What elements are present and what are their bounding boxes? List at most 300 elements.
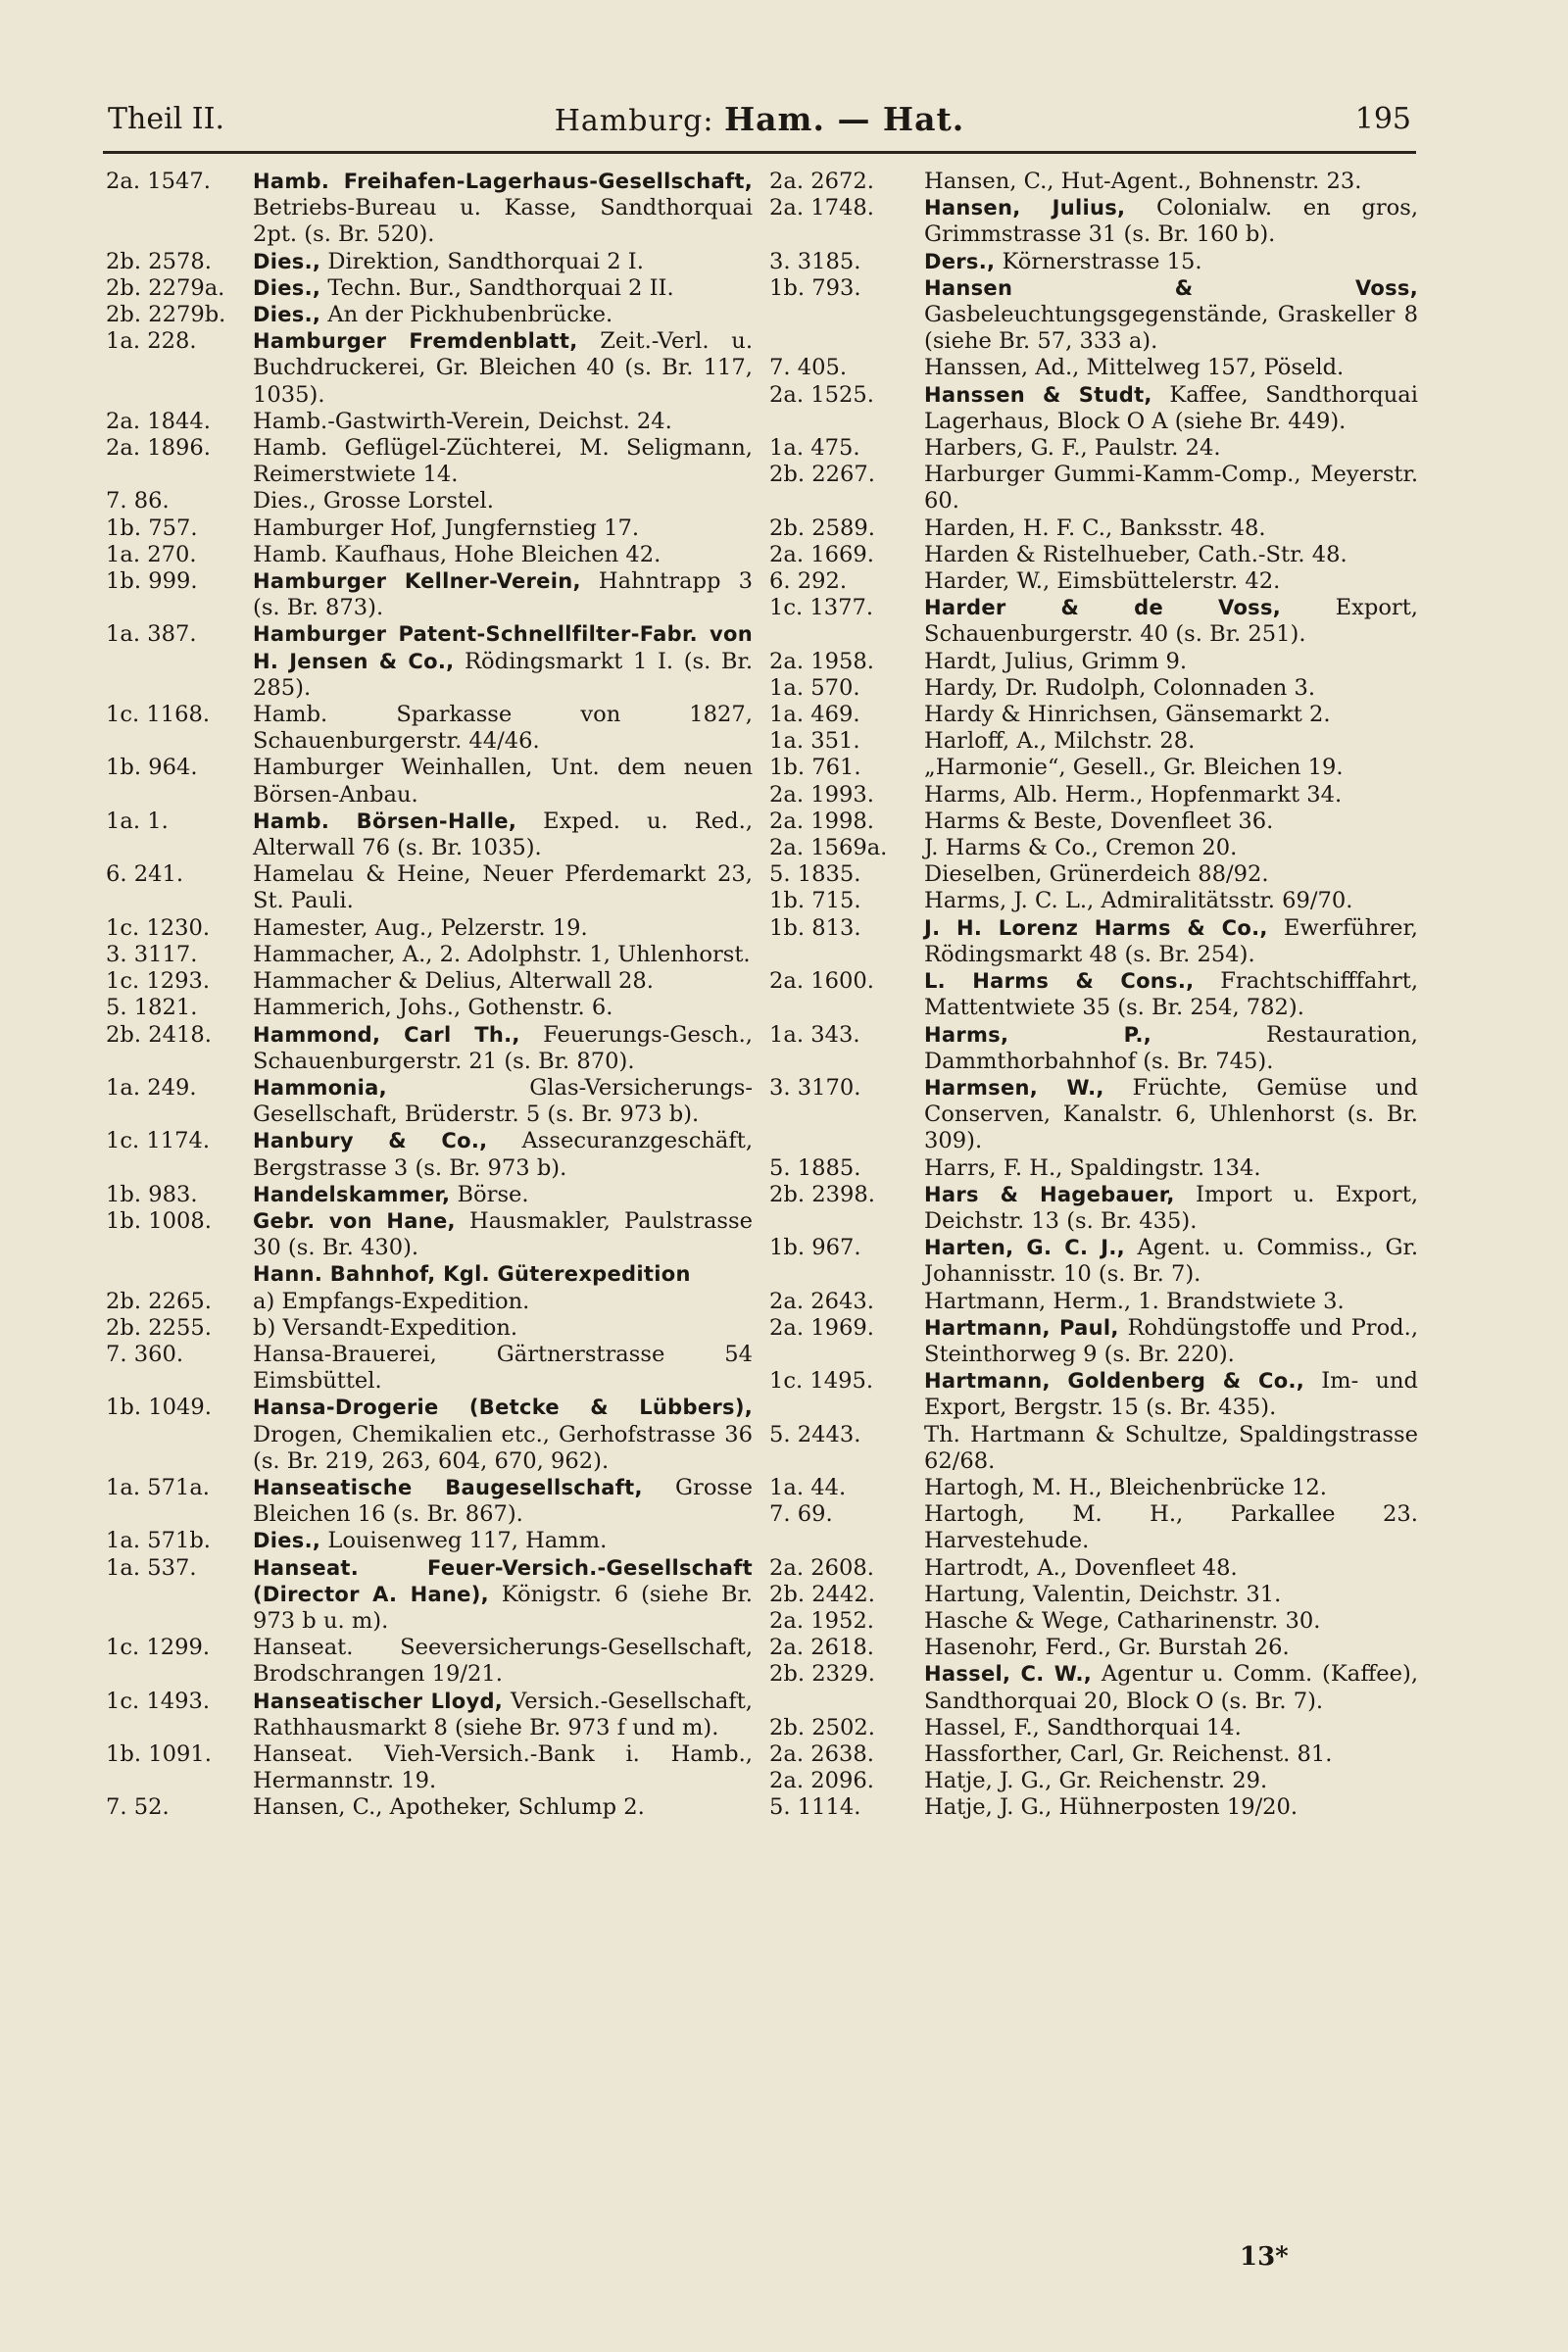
entry-details: Kaffee, Sandthorquai Lagerhaus, Block O A (siehe Br. 449). — [924, 381, 1418, 434]
entry-number: 5. 1885. — [769, 1154, 861, 1181]
entry-details: Hammacher & Delius, Alterwall 28. — [253, 968, 654, 995]
entry-text — [924, 275, 1418, 356]
directory-entry — [769, 915, 1418, 968]
entry-details: a) Empfangs-Expedition. — [253, 1288, 530, 1314]
directory-entry — [769, 1768, 1418, 1794]
entry-text — [924, 1075, 1418, 1155]
alpha-range: Ham. — Hat. — [723, 100, 965, 138]
entry-details: Hardy, Dr. Rudolph, Colonnaden 3. — [924, 674, 1316, 701]
directory-entry — [769, 1715, 1418, 1741]
entry-details: Rödingsmarkt 1 I. (s. Br. 285). — [253, 648, 754, 701]
entry-firm-name: Hars & Hagebauer, — [924, 1182, 1175, 1206]
entry-details: Hartogh, M. H., Bleichenbrücke 12. — [924, 1474, 1327, 1500]
directory-entry — [769, 1555, 1418, 1582]
entry-details: Hamburger Hof, Jungfernstieg 17. — [253, 514, 640, 541]
directory-entry — [106, 169, 753, 249]
entry-details: b) Versandt-Expedition. — [253, 1314, 518, 1341]
directory-entry — [769, 1475, 1418, 1501]
directory-entry — [769, 275, 1418, 356]
entry-details: Hamelau & Heine, Neuer Pferdemarkt 23, St. Pauli. — [253, 861, 753, 914]
entry-details: Feuerungs-Gesch., Schauenburgerstr. 21 (s. Br. 870). — [253, 1021, 753, 1074]
directory-entry — [769, 1635, 1418, 1661]
entry-text — [253, 1528, 753, 1554]
directory-entry — [106, 1342, 753, 1395]
entry-firm-name: Hanseatischer Lloyd, — [253, 1689, 504, 1713]
entry-details: Harbers, G. F., Paulstr. 24. — [924, 435, 1221, 462]
directory-entry — [106, 1395, 753, 1475]
directory-entry — [106, 302, 753, 328]
directory-entry — [106, 861, 753, 914]
entry-text — [924, 1555, 1418, 1582]
entry-details: Hasche & Wege, Catharinenstr. 30. — [924, 1607, 1321, 1634]
entry-details: Hammacher, A., 2. Adolphstr. 1, Uhlenhorst. — [253, 941, 751, 967]
entry-details: Hamb. Geflügel-Züchterei, M. Seligmann, Reimerstwiete 14. — [253, 435, 753, 488]
entry-text — [253, 808, 753, 861]
entry-text — [924, 1501, 1418, 1554]
entry-details: Dies., Grosse Lorstel. — [253, 488, 494, 514]
entry-details: Hahntrapp 3 (s. Br. 873). — [253, 568, 753, 621]
directory-entry — [106, 1635, 753, 1688]
entry-text — [924, 649, 1418, 675]
entry-number: 2a. 1844. — [106, 408, 211, 434]
entry-number: 1c. 1293. — [106, 968, 211, 995]
entry-text — [253, 302, 753, 328]
directory-entry — [769, 888, 1418, 914]
directory-entry — [769, 1022, 1418, 1075]
entry-number: 2a. 1547. — [106, 169, 211, 194]
directory-entry — [106, 1555, 753, 1636]
entry-text — [253, 1075, 753, 1128]
entry-firm-name: Harten, G. C. J., — [924, 1236, 1125, 1260]
entry-number: 6. 241. — [106, 861, 184, 888]
entry-number: 2a. 1969. — [769, 1314, 874, 1341]
directory-entry — [106, 942, 753, 968]
entry-details: Hamb.-Gastwirth-Verein, Deichst. 24. — [253, 408, 672, 434]
entry-text — [924, 1768, 1418, 1794]
entry-details: Hamester, Aug., Pelzerstr. 19. — [253, 914, 588, 941]
entry-number: 2a. 1525. — [769, 381, 874, 408]
entry-text — [253, 942, 753, 968]
entry-details: J. Harms & Co., Cremon 20. — [924, 835, 1238, 861]
entry-text — [924, 1155, 1418, 1182]
entry-text — [924, 595, 1418, 648]
entry-number: 5. 2443. — [769, 1421, 861, 1447]
entry-details: Gasbeleuchtungsgegenstände, Graskeller 8 (siehe Br. 57, 333 a). — [924, 302, 1418, 355]
entry-text — [253, 1261, 753, 1288]
entry-number: 1b. 1091. — [106, 1740, 212, 1767]
entry-text — [924, 861, 1418, 888]
directory-entry — [769, 835, 1418, 861]
entry-firm-name: Gebr. von Hane, — [253, 1208, 456, 1233]
directory-entry — [106, 702, 753, 755]
entry-number: 2b. 2279a. — [106, 274, 225, 301]
entry-number: 5. 1835. — [769, 861, 861, 888]
entry-details: Früchte, Gemüse und Conserven, Kanalstr. 6, Uhlenhorst (s. Br. 309). — [924, 1074, 1418, 1154]
entry-number: 1c. 1377. — [769, 595, 874, 621]
entry-details: Hanseat. Seeversicherungs-Gesellschaft, Brodschrangen 19/21. — [253, 1635, 753, 1688]
entry-number: 1c. 1168. — [106, 702, 211, 728]
directory-entry — [769, 808, 1418, 835]
header-rule — [103, 151, 1416, 154]
directory-entry — [106, 968, 753, 995]
entry-text — [924, 755, 1418, 781]
entry-firm-name: Hamb. Freihafen-Lagerhaus-Gesellschaft, — [253, 170, 753, 193]
entry-text — [253, 1741, 753, 1794]
entry-firm-name: Dies., — [253, 249, 321, 273]
directory-entry — [106, 1689, 753, 1741]
entry-firm-name: Hansen & Voss, — [924, 275, 1418, 300]
entry-details: Hassforther, Carl, Gr. Reichenst. 81. — [924, 1740, 1333, 1767]
directory-entry — [106, 1741, 753, 1794]
directory-entry — [106, 328, 753, 409]
entry-details: Harrs, F. H., Spaldingstr. 134. — [924, 1154, 1261, 1181]
directory-entry — [106, 1475, 753, 1528]
entry-number: 7. 69. — [769, 1501, 833, 1528]
city-label: Hamburg: — [554, 104, 714, 138]
entry-number: 1a. 475. — [769, 435, 860, 462]
entry-details: Körnerstrasse 15. — [995, 248, 1202, 274]
entry-text — [253, 1342, 753, 1395]
entry-number: 1a. 571b. — [106, 1528, 211, 1554]
entry-number: 2b. 2255. — [106, 1314, 212, 1341]
entry-details: Hansen, C., Apotheker, Schlump 2. — [253, 1794, 645, 1821]
entry-details: Hartung, Valentin, Deichstr. 31. — [924, 1581, 1282, 1607]
entry-number: 2a. 1748. — [769, 195, 874, 221]
directory-entry — [769, 1422, 1418, 1475]
entry-number: 2a. 2638. — [769, 1740, 874, 1767]
entry-number: 2a. 1993. — [769, 781, 874, 808]
entry-details: Rohdüngstoffe und Prod., Steinthorweg 9 (s. Br. 220). — [924, 1314, 1419, 1367]
entry-firm-name: Hanbury & Co., — [253, 1129, 488, 1153]
entry-text — [924, 1368, 1418, 1421]
entry-number: 1b. 1008. — [106, 1207, 212, 1234]
entry-details: Hassel, F., Sandthorquai 14. — [924, 1714, 1242, 1740]
entry-number: 1c. 1174. — [106, 1128, 211, 1154]
directory-entry — [769, 568, 1418, 595]
directory-entry — [106, 1261, 753, 1288]
entry-text — [253, 169, 753, 249]
directory-entry — [106, 755, 753, 808]
entry-firm-name: Harmsen, W., — [924, 1075, 1104, 1100]
signature-mark: 13* — [1240, 2242, 1289, 2272]
entry-number: 7. 52. — [106, 1794, 170, 1821]
directory-entry — [769, 1741, 1418, 1768]
entry-text — [924, 1661, 1418, 1714]
entry-details: Hausmakler, Paulstrasse 30 (s. Br. 430). — [253, 1207, 753, 1261]
entry-number: 1b. 715. — [769, 888, 861, 914]
entry-number: 1b. 983. — [106, 1181, 198, 1207]
directory-entry — [106, 1315, 753, 1342]
entry-details: Techn. Bur., Sandthorquai 2 II. — [320, 274, 674, 301]
entry-number: 2b. 2502. — [769, 1714, 875, 1740]
right-column — [769, 169, 1418, 1822]
directory-entry — [106, 1075, 753, 1128]
entry-text — [253, 861, 753, 914]
entry-text — [253, 1475, 753, 1528]
entry-number: 2b. 2418. — [106, 1021, 212, 1048]
entry-text — [253, 1555, 753, 1636]
entry-text — [253, 1128, 753, 1181]
directory-entry — [106, 1022, 753, 1075]
entry-firm-name: J. H. Lorenz Harms & Co., — [924, 915, 1268, 940]
entry-details: Ewerführer, Rödingsmarkt 48 (s. Br. 254). — [924, 914, 1418, 967]
entry-firm-name: Hartmann, Paul, — [924, 1315, 1119, 1340]
entry-number: 1a. 387. — [106, 621, 197, 648]
entry-details: Harloff, A., Milchstr. 28. — [924, 728, 1196, 755]
entry-number: 2a. 2608. — [769, 1554, 874, 1581]
entry-text — [924, 462, 1418, 514]
entry-details: Harms, Alb. Herm., Hopfenmarkt 34. — [924, 781, 1343, 808]
entry-text — [924, 542, 1418, 568]
entry-details: Frachtschifffahrt, Mattentwiete 35 (s. Br. 254, 782). — [924, 968, 1418, 1021]
entry-number: 2b. 2442. — [769, 1581, 875, 1607]
entry-firm-name: Hassel, C. W., — [924, 1662, 1093, 1687]
entry-text — [253, 275, 753, 302]
directory-entry — [769, 1368, 1418, 1421]
entry-text — [924, 675, 1418, 702]
entry-text — [924, 249, 1418, 275]
entry-details: Harms & Beste, Dovenfleet 36. — [924, 808, 1274, 834]
directory-entry — [106, 249, 753, 275]
entry-number: 2a. 1958. — [769, 648, 874, 674]
entry-details: Hartogh, M. H., Parkallee 23. Harvestehude. — [924, 1501, 1418, 1554]
entry-details: Hartmann, Herm., 1. Brandstwiete 3. — [924, 1288, 1345, 1314]
entry-details: Hanseat. Vieh-Versich.-Bank i. Hamb., Hermannstr. 19. — [253, 1740, 753, 1794]
entry-details: Direktion, Sandthorquai 2 I. — [320, 248, 644, 274]
entry-text — [924, 1235, 1418, 1288]
entry-text — [253, 328, 753, 409]
entry-text — [924, 1289, 1418, 1315]
directory-entry — [769, 675, 1418, 702]
entry-firm-name: Harms, P., — [924, 1022, 1152, 1047]
directory-entry — [769, 542, 1418, 568]
entry-number: 1a. 570. — [769, 674, 860, 701]
entry-details: Hardy & Hinrichsen, Gänsemarkt 2. — [924, 702, 1331, 728]
entry-text — [253, 1395, 753, 1475]
entry-number: 1a. 571a. — [106, 1474, 210, 1500]
entry-details: Zeit.-Verl. u. Buchdruckerei, Gr. Bleichen 40 (s. Br. 117, 1035). — [253, 328, 753, 408]
entry-number: 1b. 964. — [106, 755, 198, 781]
page-number: 195 — [1354, 102, 1411, 136]
entry-text — [924, 968, 1418, 1021]
directory-entry — [769, 1794, 1418, 1821]
directory-entry — [769, 755, 1418, 781]
left-column — [106, 169, 753, 1822]
entry-details: Louisenweg 117, Hamm. — [320, 1528, 608, 1554]
entry-details: Hamb. Kaufhaus, Hohe Bleichen 42. — [253, 541, 662, 567]
running-header — [108, 94, 1411, 145]
entry-details: Drogen, Chemikalien etc., Gerhofstrasse 36 (s. Br. 219, 263, 604, 670, 962). — [253, 1421, 753, 1474]
entry-number: 1b. 757. — [106, 514, 198, 541]
entry-number: 1b. 967. — [769, 1235, 861, 1261]
entry-text — [253, 409, 753, 435]
entry-text — [924, 888, 1418, 914]
entry-text — [924, 1794, 1418, 1821]
directory-entry — [106, 1128, 753, 1181]
entry-number: 2a. 1669. — [769, 541, 874, 567]
entry-firm-name: Hamb. Börsen-Halle, — [253, 808, 517, 833]
entry-number: 2b. 2265. — [106, 1288, 212, 1314]
entry-details: Restauration, Dammthorbahnhof (s. Br. 745). — [924, 1021, 1418, 1074]
entry-text — [924, 808, 1418, 835]
entry-details: „Harmonie“, Gesell., Gr. Bleichen 19. — [924, 755, 1344, 781]
entry-details: Hatje, J. G., Hühnerposten 19/20. — [924, 1794, 1298, 1821]
directory-entry — [769, 435, 1418, 462]
entry-text — [253, 1022, 753, 1075]
directory-entry — [769, 649, 1418, 675]
entry-firm-name: Hanseatische Baugesellschaft, — [253, 1475, 643, 1499]
entry-number: 7. 86. — [106, 488, 170, 514]
directory-entry — [106, 1289, 753, 1315]
entry-text — [924, 1315, 1418, 1368]
entry-text — [253, 542, 753, 568]
entry-text — [924, 382, 1418, 435]
directory-entry — [769, 1182, 1418, 1235]
directory-entry — [106, 915, 753, 942]
entry-details: Hatje, J. G., Gr. Reichenstr. 29. — [924, 1768, 1268, 1794]
entry-details: Hartrodt, A., Dovenfleet 48. — [924, 1554, 1238, 1581]
entry-text — [924, 1715, 1418, 1741]
directory-entry — [769, 968, 1418, 1021]
entry-details: Hanssen, Ad., Mittelweg 157, Pöseld. — [924, 355, 1345, 381]
directory-entry — [769, 1289, 1418, 1315]
directory-entry — [106, 995, 753, 1021]
directory-entry — [106, 1528, 753, 1554]
directory-entry — [106, 808, 753, 861]
entry-number: 2a. 2618. — [769, 1635, 874, 1661]
entry-number: 1a. 469. — [769, 702, 860, 728]
directory-entry — [769, 1315, 1418, 1368]
entry-text — [253, 1315, 753, 1342]
entry-number: 2b. 2578. — [106, 248, 212, 274]
entry-number: 1c. 1495. — [769, 1368, 874, 1395]
entry-text — [924, 1582, 1418, 1608]
entry-text — [924, 169, 1418, 195]
entry-number: 1c. 1299. — [106, 1635, 211, 1661]
header-title — [108, 94, 1411, 147]
entry-details: Agentur u. Comm. (Kaffee), Sandthorquai 20, Block O (s. Br. 7). — [924, 1661, 1418, 1714]
directory-entry — [769, 195, 1418, 248]
entry-number: 1b. 793. — [769, 274, 861, 301]
entry-number: 2b. 2329. — [769, 1661, 875, 1688]
entry-firm-name: Dies., — [253, 1529, 321, 1553]
entry-number: 2b. 2267. — [769, 462, 875, 488]
entry-text — [253, 1794, 753, 1821]
entry-number: 1a. 1. — [106, 808, 169, 834]
entry-firm-name: Hann. Bahnhof, Kgl. Güterexpedition — [253, 1262, 691, 1287]
entry-number: 1b. 761. — [769, 755, 861, 781]
entry-text — [924, 435, 1418, 462]
entry-firm-name: Hamburger Patent-Schnellfilter-Fabr. von H. Jensen & Co., — [253, 622, 753, 673]
entry-text — [924, 728, 1418, 755]
entry-firm-name: Hanseat. Feuer-Versich.-Gesellschaft (Director A. Hane), — [253, 1555, 753, 1606]
entry-number: 2a. 1998. — [769, 808, 874, 834]
entry-firm-name: Hansa-Drogerie (Betcke & Lübbers), — [253, 1396, 753, 1420]
entry-text — [253, 568, 753, 621]
entry-details: Hansa-Brauerei, Gärtnerstrasse 54 Eimsbüttel. — [253, 1341, 753, 1395]
entry-number: 1a. 249. — [106, 1074, 197, 1101]
entry-details: Betriebs-Bureau u. Kasse, Sandthorquai 2pt. (s. Br. 520). — [253, 195, 753, 248]
entry-firm-name: Handelskammer, — [253, 1182, 451, 1206]
entry-number: 7. 405. — [769, 355, 848, 381]
entry-details: An der Pickhubenbrücke. — [320, 302, 613, 328]
entry-number: 1c. 1230. — [106, 914, 211, 941]
directory-entry — [769, 861, 1418, 888]
entry-text — [253, 755, 753, 808]
directory-entry — [769, 702, 1418, 728]
directory-entry — [106, 542, 753, 568]
entry-number: 1a. 537. — [106, 1554, 197, 1581]
directory-entry — [769, 1155, 1418, 1182]
entry-number: 1b. 813. — [769, 914, 861, 941]
directory-entry — [106, 568, 753, 621]
entry-text — [924, 1608, 1418, 1635]
entry-text — [253, 435, 753, 488]
entry-text — [253, 488, 753, 514]
directory-entry — [769, 1501, 1418, 1554]
directory-entry — [769, 728, 1418, 755]
entry-text — [253, 1182, 753, 1208]
directory-entry — [106, 1794, 753, 1821]
directory-entry — [769, 782, 1418, 808]
entry-text — [924, 568, 1418, 595]
entry-text — [924, 1422, 1418, 1475]
entry-text — [253, 702, 753, 755]
entry-firm-name: Hamburger Fremdenblatt, — [253, 329, 578, 354]
entry-details: Harden, H. F. C., Banksstr. 48. — [924, 514, 1266, 541]
entry-details: Exped. u. Red., Alterwall 76 (s. Br. 1035). — [253, 808, 753, 861]
entry-details: Assecuranzgeschäft, Bergstrasse 3 (s. Br. 973 b). — [253, 1128, 753, 1181]
entry-text — [253, 621, 753, 702]
entry-number: 1a. 343. — [769, 1021, 860, 1048]
directory-entry — [769, 1235, 1418, 1288]
entry-details: Versich.-Gesellschaft, Rathhausmarkt 8 (siehe Br. 973 f und m). — [253, 1688, 753, 1740]
entry-text — [924, 1475, 1418, 1501]
entry-number — [106, 1261, 253, 1288]
entry-firm-name: Hansen, Julius, — [924, 196, 1126, 220]
entry-number: 1a. 270. — [106, 541, 197, 567]
entry-firm-name: Hanssen & Studt, — [924, 382, 1152, 407]
entry-text — [924, 195, 1418, 248]
entry-text — [924, 355, 1418, 381]
entry-number: 2a. 2672. — [769, 169, 874, 194]
entry-details: Hasenohr, Ferd., Gr. Burstah 26. — [924, 1635, 1290, 1661]
entry-details: Harms, J. C. L., Admiralitätsstr. 69/70. — [924, 888, 1353, 914]
entry-firm-name: L. Harms & Cons., — [924, 969, 1195, 994]
entry-number: 2a. 2643. — [769, 1288, 874, 1314]
entry-number: 5. 1114. — [769, 1794, 861, 1821]
entry-number: 1b. 999. — [106, 568, 198, 595]
entry-text — [924, 1635, 1418, 1661]
entry-firm-name: Hammond, Carl Th., — [253, 1022, 520, 1047]
entry-number: 1c. 1493. — [106, 1688, 211, 1714]
entry-text — [253, 968, 753, 995]
entry-number: 2b. 2589. — [769, 514, 875, 541]
entry-details: Grosse Bleichen 16 (s. Br. 867). — [253, 1474, 753, 1528]
directory-entry — [106, 621, 753, 702]
entry-details: Hardt, Julius, Grimm 9. — [924, 648, 1188, 674]
directory-entry — [106, 488, 753, 514]
directory-entry — [769, 382, 1418, 435]
entry-details: Börse. — [450, 1181, 529, 1207]
entry-details: Export, Schauenburgerstr. 40 (s. Br. 251). — [924, 595, 1418, 648]
directory-entry — [769, 1582, 1418, 1608]
entry-firm-name: Hamburger Kellner-Verein, — [253, 569, 581, 594]
entry-number: 2b. 2279b. — [106, 302, 226, 328]
entry-number: 1a. 44. — [769, 1474, 847, 1500]
part-label: Theil II. — [108, 102, 225, 136]
entry-text — [253, 515, 753, 542]
